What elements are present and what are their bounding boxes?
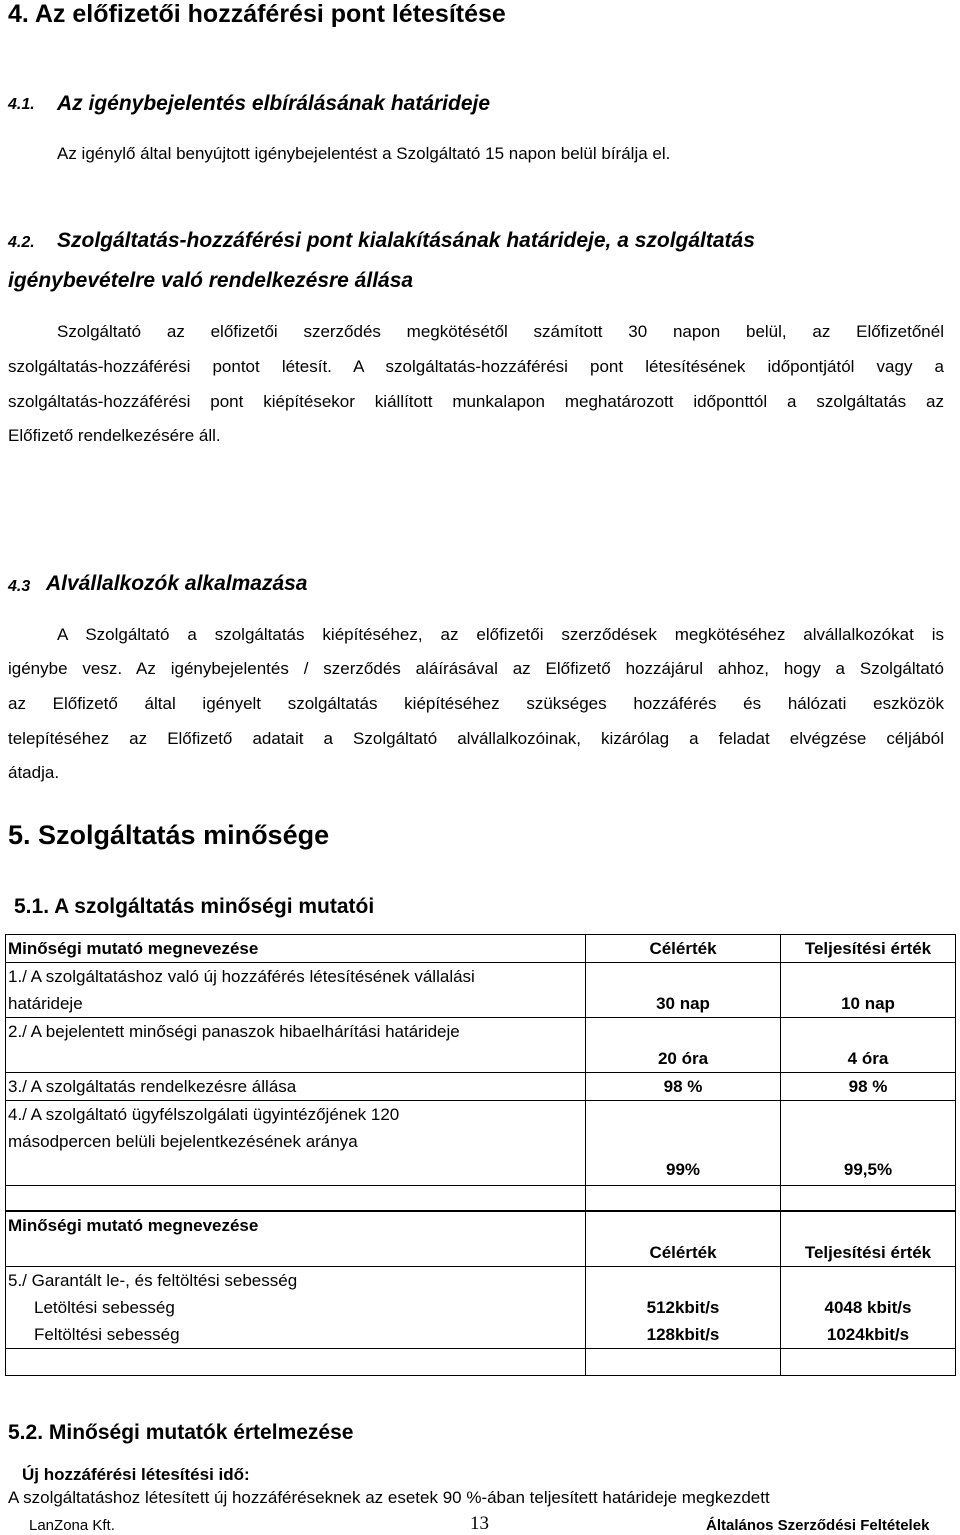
table-row xyxy=(6,963,956,991)
section-4-2-title-line2: igénybevételre való rendelkezésre állása xyxy=(8,269,414,292)
quality-table-2 xyxy=(5,1211,956,1376)
table-cell xyxy=(586,1212,781,1240)
table-cell xyxy=(6,1045,586,1073)
table-row xyxy=(6,1349,956,1376)
quality-table-1 xyxy=(5,934,956,1211)
table-cell xyxy=(6,1155,586,1186)
section-4-2-title-line1: Szolgáltatás-hozzáférési pont kialakításának határideje, a szolgáltatás xyxy=(57,229,755,252)
table-row xyxy=(6,1294,956,1321)
table-cell: 98 % xyxy=(586,1073,781,1101)
table-cell xyxy=(6,1186,586,1211)
table-row xyxy=(6,1212,956,1240)
table-cell xyxy=(6,1349,586,1376)
table-cell xyxy=(586,1128,781,1155)
section-5-2-title: 5.2. Minőségi mutatók értelmezése xyxy=(8,1421,354,1444)
table-cell: 10 nap xyxy=(781,990,956,1018)
table-cell xyxy=(6,1239,586,1267)
table-header-target: Célérték xyxy=(586,1239,781,1267)
section-5-1-title: 5.1. A szolgáltatás minőségi mutatói xyxy=(14,895,375,918)
table-cell: 30 nap xyxy=(586,990,781,1018)
table-cell: Letöltési sebesség xyxy=(6,1294,586,1321)
table-header-actual: Teljesítési érték xyxy=(781,935,956,963)
table-row xyxy=(6,1018,956,1046)
table-cell: 1./ A szolgáltatáshoz való új hozzáférés létesítésének vállalási xyxy=(6,963,586,991)
table-cell xyxy=(781,1349,956,1376)
table-cell: 99% xyxy=(586,1155,781,1186)
table-row xyxy=(6,1267,956,1295)
section-4-2-para-line1: Szolgáltató az előfizetői szerződés megkötésétől számított 30 napon belül, az Előfizetőnél xyxy=(57,322,944,341)
table-cell xyxy=(781,1101,956,1129)
section-4-3-para-line2: igénybe vesz. Az igénybejelentés / szerződés aláírásával az Előfizető hozzájárul ahhoz, hogy a Szolgáltató xyxy=(8,659,944,678)
table-cell xyxy=(781,1267,956,1295)
table-cell: 128kbit/s xyxy=(586,1321,781,1349)
table-cell: 4048 kbit/s xyxy=(781,1294,956,1321)
table-cell: 4./ A szolgáltató ügyfélszolgálati ügyintézőjének 120 xyxy=(6,1101,586,1129)
table-header-target: Célérték xyxy=(586,935,781,963)
table-cell: 20 óra xyxy=(586,1045,781,1073)
table-header-actual: Teljesítési érték xyxy=(781,1239,956,1267)
section-5-2-text: A szolgáltatáshoz létesített új hozzáféréseknek az esetek 90 %-ában teljesített határideje megkezdett xyxy=(8,1488,770,1507)
section-5-title: 5. Szolgáltatás minősége xyxy=(8,820,330,850)
table-cell xyxy=(781,1128,956,1155)
table-cell xyxy=(586,1018,781,1046)
table-row xyxy=(6,935,956,963)
table-header-name: Minőségi mutató megnevezése xyxy=(6,935,586,963)
table-row xyxy=(6,1155,956,1186)
table-cell: határideje xyxy=(6,990,586,1018)
footer-document-title: Általános Szerződési Feltételek xyxy=(706,1517,930,1534)
section-4-2-number: 4.2. xyxy=(8,234,35,251)
section-4-3-title: Alvállalkozók alkalmazása xyxy=(46,572,308,595)
table-header-name: Minőségi mutató megnevezése xyxy=(6,1212,586,1240)
table-row xyxy=(6,1101,956,1129)
table-cell xyxy=(586,1349,781,1376)
table-cell xyxy=(781,1212,956,1240)
table-cell: 4 óra xyxy=(781,1045,956,1073)
section-4-3-para-line5: átadja. xyxy=(8,763,60,782)
table-row xyxy=(6,1073,956,1101)
table-cell: 2./ A bejelentett minőségi panaszok hibaelhárítási határideje xyxy=(6,1018,586,1046)
section-4-2-para-line2: szolgáltatás-hozzáférési pontot létesít. A szolgáltatás-hozzáférési pont létesítésének időpontjától vagy a xyxy=(8,357,944,376)
table-cell xyxy=(586,1101,781,1129)
section-4-1-title: Az igénybejelentés elbírálásának határideje xyxy=(57,92,491,115)
table-row xyxy=(6,1045,956,1073)
table-cell: 1024kbit/s xyxy=(781,1321,956,1349)
section-4-1-text: Az igénylő által benyújtott igénybejelentést a Szolgáltató 15 napon belül bírálja el. xyxy=(57,144,671,163)
table-cell xyxy=(586,1267,781,1295)
table-row xyxy=(6,990,956,1018)
section-4-3-para-line1: A Szolgáltató a szolgáltatás kiépítéséhez, az előfizetői szerződések megkötéséhez alvállalkozókat is xyxy=(57,625,944,644)
table-cell: 3./ A szolgáltatás rendelkezésre állása xyxy=(6,1073,586,1101)
table-cell: Feltöltési sebesség xyxy=(6,1321,586,1349)
table-cell xyxy=(586,963,781,991)
table-cell: 98 % xyxy=(781,1073,956,1101)
table-cell: 99,5% xyxy=(781,1155,956,1186)
section-4-3-number: 4.3 xyxy=(8,578,31,595)
table-row xyxy=(6,1186,956,1211)
table-cell xyxy=(781,1018,956,1046)
section-4-3-para-line3: az Előfizető által igényelt szolgáltatás kiépítéséhez szükséges hozzáférés és hálózati eszközök xyxy=(8,694,944,713)
table-cell xyxy=(781,963,956,991)
table-row xyxy=(6,1321,956,1349)
table-cell xyxy=(586,1186,781,1211)
section-4-2-para-line3: szolgáltatás-hozzáférési pont kiépítésekor kiállított munkalapon meghatározott időponttól a szolgáltatás az xyxy=(8,392,944,411)
footer-company: LanZona Kft. xyxy=(29,1517,115,1534)
table-cell xyxy=(781,1186,956,1211)
section-5-2-subtitle: Új hozzáférési létesítési idő: xyxy=(22,1465,250,1484)
section-4-2-para-line4: Előfizető rendelkezésére áll. xyxy=(8,426,221,445)
section-4-3-para-line4: telepítéséhez az Előfizető adatait a Szolgáltató alvállalkozóinak, kizárólag a feladat elvégzése céljából xyxy=(8,729,944,748)
table-cell: 5./ Garantált le-, és feltöltési sebesség xyxy=(6,1267,586,1295)
section-4-title: 4. Az előfizetői hozzáférési pont létesítése xyxy=(8,0,506,28)
table-cell: 512kbit/s xyxy=(586,1294,781,1321)
section-4-1-number: 4.1. xyxy=(8,96,35,113)
table-cell: másodpercen belüli bejelentkezésének aránya xyxy=(6,1128,586,1155)
footer-page-number: 13 xyxy=(470,1513,489,1534)
table-row xyxy=(6,1239,956,1267)
table-row xyxy=(6,1128,956,1155)
